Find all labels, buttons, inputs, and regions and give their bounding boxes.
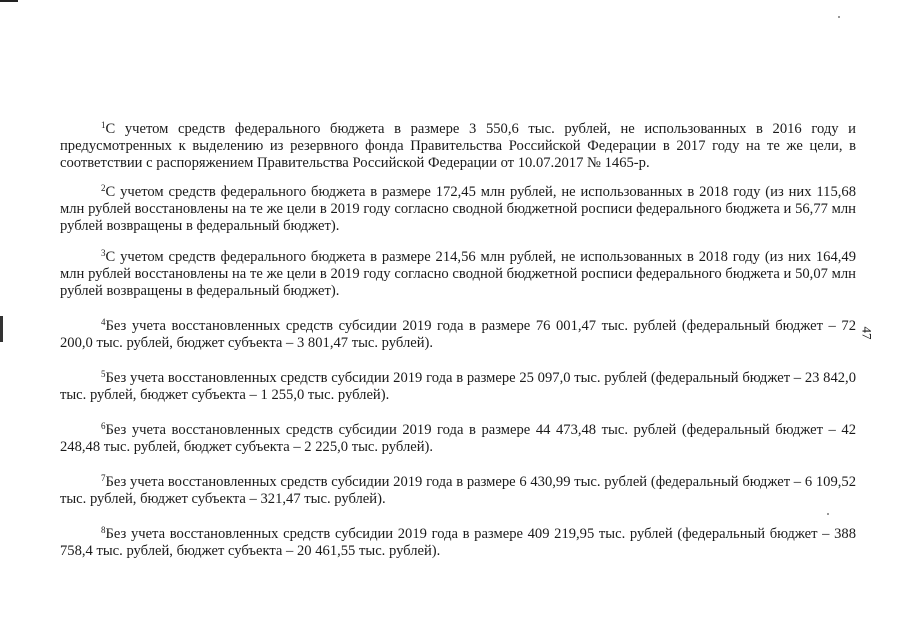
footnote-mark: 7 [101,473,106,483]
footnote-mark: 5 [101,369,106,379]
scan-artifact-top [0,0,18,2]
scan-speck [838,16,840,18]
page-number: 47 [859,326,875,340]
footnote-8 [60,526,856,560]
footnote-7 [60,474,856,508]
scan-speck [827,513,829,515]
footnote-text: С учетом средств федерального бюджета в размере 172,45 млн рублей, не использованных в 2018 году (из них 115,68 млн рублей восстановлены на те же цели в 2019 году согласно сводной бюджетной росписи федерального бюджета и 56,77 млн рублей возвращены в федеральный бюджет). [60,184,856,234]
footnote-2 [60,184,856,234]
footnote-mark: 3 [101,248,106,258]
footnote-1 [60,121,856,171]
footnote-text: Без учета восстановленных средств субсидии 2019 года в размере 25 097,0 тыс. рублей (федеральный бюджет – 23 842,0 тыс. рублей, бюджет субъекта – 1 255,0 тыс. рублей). [60,370,856,403]
footnote-5 [60,370,856,404]
footnote-mark: 6 [101,421,106,431]
footnote-text: Без учета восстановленных средств субсидии 2019 года в размере 6 430,99 тыс. рублей (федеральный бюджет – 6 109,52 тыс. рублей, бюджет субъекта – 321,47 тыс. рублей). [60,474,856,507]
footnote-text: Без учета восстановленных средств субсидии 2019 года в размере 409 219,95 тыс. рублей (федеральный бюджет – 388 758,4 тыс. рублей, бюджет субъекта – 20 461,55 тыс. рублей). [60,526,856,559]
footnote-mark: 8 [101,525,106,535]
footnote-mark: 1 [101,120,106,130]
footnote-mark: 4 [101,317,106,327]
footnote-text: Без учета восстановленных средств субсидии 2019 года в размере 76 001,47 тыс. рублей (федеральный бюджет – 72 200,0 тыс. рублей, бюджет субъекта – 3 801,47 тыс. рублей). [60,318,856,351]
footnote-3 [60,249,856,299]
footnote-text: С учетом средств федерального бюджета в размере 214,56 млн рублей, не использованных в 2018 году (из них 164,49 млн рублей восстановлены на те же цели в 2019 году согласно сводной бюджетной росписи федерального бюджета и 50,07 млн рублей возвращены в федеральный бюджет). [60,249,856,299]
footnote-text: С учетом средств федерального бюджета в размере 3 550,6 тыс. рублей, не использованных в 2016 году и предусмотренных к выделению из резервного фонда Правительства Российской Федерации в 2017 году на те же цели, в соответствии с распоряжением Правительства Российской Федерации от 10.07.2017 № 1465-р. [60,121,856,171]
footnote-4 [60,318,856,352]
footnote-text: Без учета восстановленных средств субсидии 2019 года в размере 44 473,48 тыс. рублей (федеральный бюджет – 42 248,48 тыс. рублей, бюджет субъекта – 2 225,0 тыс. рублей). [60,422,856,455]
footnote-6 [60,422,856,456]
scan-artifact-left [0,316,3,342]
footnote-mark: 2 [101,183,106,193]
